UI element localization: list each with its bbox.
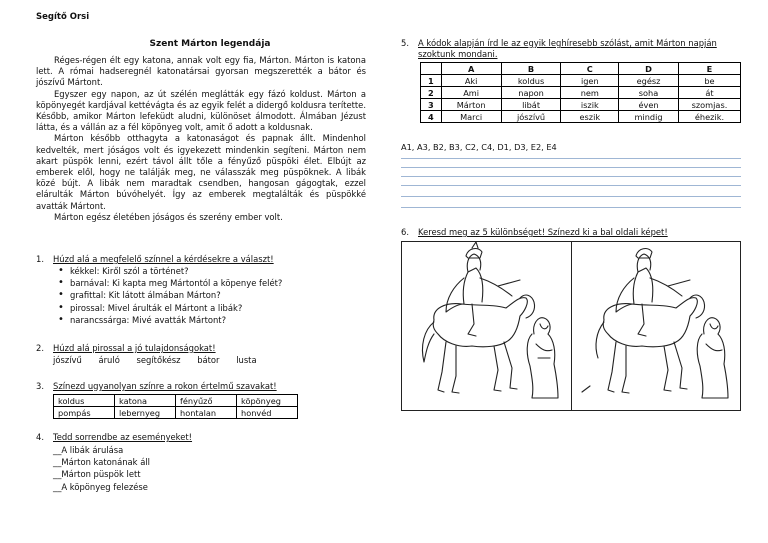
word-cell[interactable]: honvéd: [237, 407, 298, 419]
code-cell: jószívű: [501, 111, 561, 123]
code-cell: Marci: [441, 111, 501, 123]
event-list: [53, 444, 366, 493]
writing-line[interactable]: [401, 185, 741, 186]
story-text: [36, 55, 366, 223]
left-picture[interactable]: [402, 242, 570, 410]
table-row: [421, 75, 741, 87]
question-item[interactable]: • barnával: Ki kapta meg Mártontól a köpenye felét?: [70, 277, 366, 289]
row-number: 2: [421, 87, 442, 99]
word-cell[interactable]: lebernyeg: [115, 407, 176, 419]
table-header-row: [421, 63, 741, 75]
task-number: 2.: [36, 343, 44, 353]
question-item[interactable]: • pirossal: Mivel árulták el Mártont a libák?: [70, 302, 366, 314]
column-header: B: [501, 63, 561, 75]
code-cell: át: [678, 87, 740, 99]
story-paragraph: Egyszer egy napon, az út szélén meglátták egy fázó koldust. Márton a köpönyegét kardjával kettévágta és az egyik felét a didergő koldusra terítette. Később, amikor Márton lefeküdt aludni, különöset álmodott. Álmában Jézust látta, és a vállán az a fél köpönyeg volt, amit ő adott a koldusnak.: [36, 88, 366, 133]
column-header: A: [441, 63, 501, 75]
task-number: 3.: [36, 381, 44, 391]
story-title: Szent Márton legendája: [149, 39, 271, 49]
code-cell: éven: [619, 99, 679, 111]
code-cell: Márton: [441, 99, 501, 111]
right-picture[interactable]: [572, 242, 740, 410]
code-cell: szomjas.: [678, 99, 740, 111]
writing-line[interactable]: [401, 176, 741, 177]
code-cell: egész: [619, 75, 679, 87]
event-item[interactable]: __A köpönyeg felezése: [53, 481, 148, 492]
task-title: Húzd alá pirossal a jó tulajdonságokat!: [53, 343, 216, 353]
event-item[interactable]: __Márton katonának áll: [53, 457, 150, 468]
task-number: 1.: [36, 254, 44, 264]
word-cell[interactable]: fényűző: [176, 395, 237, 407]
word-cell[interactable]: koldus: [54, 395, 115, 407]
task-number: 5.: [401, 38, 409, 48]
task-title: Keresd meg az 5 különbséget! Színezd ki a bal oldali képet!: [418, 227, 668, 237]
code-cell: eszik: [561, 111, 619, 123]
code-cell: Aki: [441, 75, 501, 87]
word-cell[interactable]: pompás: [54, 407, 115, 419]
task-3: [36, 381, 366, 419]
adjective-word[interactable]: lusta: [236, 355, 257, 365]
adjective-word[interactable]: jószívű: [53, 355, 82, 365]
task-number: 4.: [36, 432, 44, 442]
task-title: Színezd ugyanolyan színre a rokon értelmű szavakat!: [53, 381, 277, 391]
table-row: [54, 407, 298, 419]
question-list: [36, 265, 366, 326]
column-header: D: [619, 63, 679, 75]
adjective-word[interactable]: bátor: [197, 355, 220, 365]
writing-line[interactable]: [401, 167, 741, 168]
task-title: A kódok alapján írd le az egyik leghíresebb szólást, amit Márton napján szoktunk mondani.: [418, 38, 717, 59]
code-cell: koldus: [501, 75, 561, 87]
column-header: C: [561, 63, 619, 75]
code-cell: libát: [501, 99, 561, 111]
task-6: [401, 227, 741, 237]
column-header: E: [678, 63, 740, 75]
code-cell: Ami: [441, 87, 501, 99]
code-table: [420, 62, 741, 123]
table-row: [54, 395, 298, 407]
author-name: Segítő Orsi: [36, 12, 90, 22]
spot-difference-pictures: [401, 241, 741, 411]
code-cell: éhezik.: [678, 111, 740, 123]
story-paragraph: Réges-régen élt egy katona, annak volt egy fia, Márton. Márton is katona lett. A római hadseregnél katonatársai gyorsan megszerették a bátor és jószívű Mártont.: [36, 55, 366, 88]
task-1: [36, 254, 366, 326]
task-title: Tedd sorrendbe az eseményeket!: [53, 432, 193, 442]
code-cell: iszik: [561, 99, 619, 111]
row-number: 1: [421, 75, 442, 87]
question-item[interactable]: • kékkel: Kiről szól a történet?: [70, 265, 366, 277]
task-title: Húzd alá a megfelelő színnel a kérdésekre a választ!: [53, 254, 274, 264]
code-cell: mindig: [619, 111, 679, 123]
adjective-word[interactable]: segítőkész: [136, 355, 181, 365]
task-4: [36, 432, 366, 493]
event-item[interactable]: __A libák árulása: [53, 445, 124, 455]
event-item[interactable]: __Márton püspök lett: [53, 469, 141, 480]
question-item[interactable]: • grafittal: Kit látott álmában Márton?: [70, 289, 366, 301]
table-row: [421, 87, 741, 99]
question-item[interactable]: • narancssárga: Mivé avatták Mártont?: [70, 314, 366, 326]
row-number: 3: [421, 99, 442, 111]
code-cell: soha: [619, 87, 679, 99]
story-paragraph: Márton később otthagyta a katonaságot és papnak állt. Mindenhol kedvelték, mert jóságos volt és igyekezett mindenkin segíteni. Márton nem akart püspök lenni, ezért távol állt tőle a fényűző püspöki élet. Elbújt az emberek elől, hogy ne találják meg, ne válasszák meg püspöknek. A libák közé bújt. A libák nem maradtak csendben, hangosan gágogtak, ezzel elárulták Márton búvóhelyét. Így az emberek megtalálták és püspökké avatták Mártont.: [36, 133, 366, 211]
writing-line[interactable]: [401, 196, 741, 197]
word-cell[interactable]: katona: [115, 395, 176, 407]
code-cell: nem: [561, 87, 619, 99]
corner-cell: [421, 63, 442, 75]
code-cell: be: [678, 75, 740, 87]
story-paragraph: Márton egész életében jóságos és szerény ember volt.: [54, 211, 283, 222]
code-sequence: A1, A3, B2, B3, C2, C4, D1, D3, E2, E4: [401, 142, 557, 152]
code-cell: napon: [501, 87, 561, 99]
task-5: [401, 38, 741, 123]
word-cell[interactable]: hontalan: [176, 407, 237, 419]
adjective-word[interactable]: áruló: [98, 355, 120, 365]
task-2: [36, 343, 366, 365]
writing-line[interactable]: [401, 207, 741, 208]
writing-line[interactable]: [401, 158, 741, 159]
task-number: 6.: [401, 227, 409, 237]
adjective-list: [53, 355, 366, 365]
synonym-table: [53, 394, 298, 419]
table-row: [421, 99, 741, 111]
word-cell[interactable]: köpönyeg: [237, 395, 298, 407]
table-row: [421, 111, 741, 123]
row-number: 4: [421, 111, 442, 123]
code-cell: igen: [561, 75, 619, 87]
